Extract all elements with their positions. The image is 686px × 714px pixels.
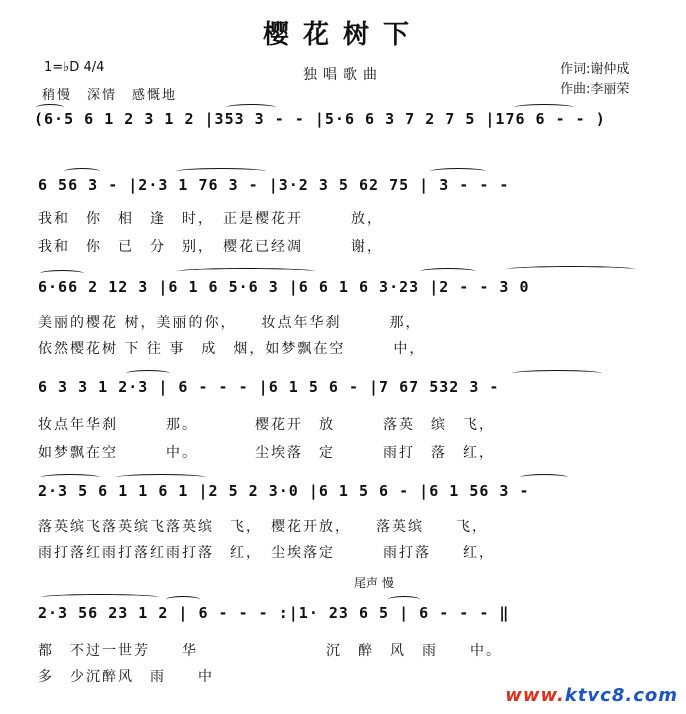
lyrics-row-4-verse-1: 妆点年华刹 那。 樱花开 放 落英 缤 飞， [38, 417, 495, 433]
score-row-6-notes: 2·3 56 23 1 2 | 6 - - - :|1· 23 6 5 | 6 - - - ‖ [38, 604, 510, 622]
slur [40, 474, 100, 481]
slur [126, 370, 170, 377]
slur [116, 474, 206, 481]
slur [226, 104, 276, 111]
score-row-3-notes: 6·66 2 12 3 |6 1 6 5·6 3 |6 6 1 6 3·23 |2 - - 3 0 [38, 278, 530, 296]
score-row-5-notes: 2·3 5 6 1 1 6 1 |2 5 2 3·0 |6 1 5 6 - |6 1 56 3 - [38, 482, 530, 500]
song-title: 樱花树下 [262, 20, 423, 50]
score-row-4-notes: 6 3 3 1 2·3 | 6 - - - |6 1 5 6 - |7 67 532 3 - [38, 378, 500, 396]
lyrics-row-2-verse-2: 我和 你 已 分 别， 樱花已经凋 谢， [38, 239, 383, 255]
slur [64, 168, 100, 175]
site-watermark: www.ktvc8.com [505, 685, 678, 706]
slur [176, 268, 316, 275]
lyrics-row-3-verse-1: 美丽的樱花 树，美丽的你， 妆点年华刹 那， [38, 315, 422, 331]
slur [36, 104, 64, 111]
slur [520, 474, 568, 481]
slur [420, 268, 476, 275]
lyrics-row-5-verse-2: 雨打落红雨打落红雨打落 红， 尘埃落定 雨打落 红， [38, 545, 495, 561]
slur [388, 596, 420, 603]
lyrics-row-6-verse-1: 都 不过一世芳 华 沉 醉 风 雨 中。 [38, 643, 502, 659]
slur [40, 594, 160, 601]
key-signature: 1=♭D 4/4 [44, 60, 105, 75]
coda-label: 尾声 慢 [354, 576, 394, 590]
slur [506, 266, 636, 273]
slur [166, 596, 200, 603]
lyricist-credit: 作词:谢仲成 [560, 62, 630, 77]
lyrics-row-2-verse-1: 我和 你 相 逢 时， 正是樱花开 放， [38, 211, 383, 227]
tempo-marking: 稍慢 深情 感慨地 [42, 88, 178, 103]
lyrics-row-4-verse-2: 如梦飘在空 中。 尘埃落 定 雨打 落 红， [38, 445, 495, 461]
slur [40, 270, 84, 277]
slur [514, 104, 574, 111]
song-subtitle: 独唱歌曲 [303, 67, 383, 83]
lyrics-row-5-verse-1: 落英缤飞落英缤飞落英缤 飞， 樱花开放， 落英缤 飞， [38, 519, 488, 535]
lyrics-row-3-verse-2: 依然樱花树 下 往 事 成 烟，如梦飘在空 中， [38, 341, 426, 357]
slur [512, 370, 602, 377]
slur [176, 168, 266, 175]
composer-credit: 作曲:李丽荣 [560, 82, 630, 97]
score-row-2-notes: 6 56 3 - |2·3 1 76 3 - |3·2 3 5 62 75 | 3 - - - [38, 176, 510, 194]
slur [430, 168, 486, 175]
lyrics-row-6-verse-2: 多 少沉醉风 雨 中 [38, 669, 214, 685]
score-row-1-notes: (6·5 6 1 2 3 1 2 |353 3 - - |5·6 6 3 7 2 7 5 |176 6 - - ) [34, 110, 606, 128]
